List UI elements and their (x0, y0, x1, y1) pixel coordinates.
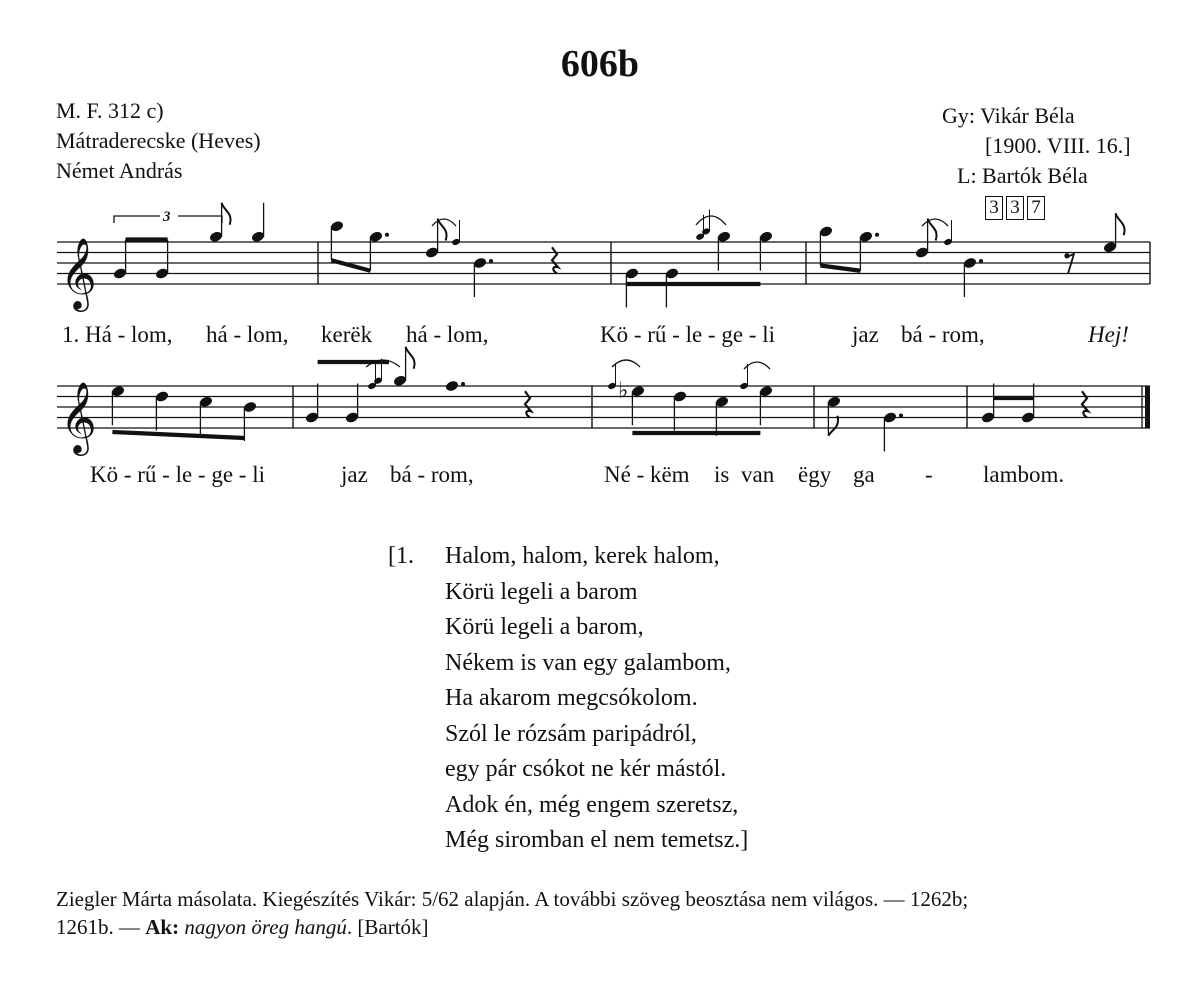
stanza-line: Még siromban el nem temetsz.] (445, 827, 749, 853)
slur (922, 219, 948, 226)
beam (331, 260, 370, 271)
source-location: Mátraderecske (Heves) (56, 128, 261, 153)
source-archive-ref: M. F. 312 c) (56, 98, 164, 123)
beam (112, 432, 244, 438)
dot (979, 259, 983, 263)
stanza-text (445, 539, 748, 859)
lyric-syllable: 1. Há - lom, (62, 322, 173, 347)
stanza-line: Halom, halom, kerek halom, (445, 543, 720, 569)
lyric-syllable: van (741, 462, 775, 487)
lyric-syllable: Hej! (1088, 322, 1129, 347)
dot (385, 233, 389, 237)
stanza-line: Körü legeli a barom (445, 578, 638, 605)
lyric-syllable: jaz (852, 322, 879, 347)
footnote-italic-note: nagyon öreg hangú (184, 915, 347, 939)
stanza-number: [1. (388, 543, 414, 569)
footnote-ak-label: Ak: (145, 915, 180, 939)
flag (928, 219, 937, 241)
lyric-syllable: kerëk (321, 322, 373, 347)
slur (696, 216, 726, 225)
lyric-syllable: Né - këm (604, 462, 690, 487)
lyric-syllable: bá - rom, (901, 322, 985, 347)
lyric-syllable: há - lom, (206, 322, 289, 347)
flat-icon: ♭ (618, 378, 629, 404)
stanza-line: Ha akarom megcsókolom. (445, 685, 698, 711)
dot (489, 259, 493, 263)
collection-date: [1900. VIII. 16.] (985, 133, 1131, 158)
quarter-rest-icon (1082, 391, 1088, 417)
lyric-syllable: ëgy (798, 462, 832, 487)
transcriber-name: L: Bartók Béla (957, 163, 1088, 188)
class-box-2: 3 (1006, 196, 1024, 220)
treble-clef-icon: 𝄞 (60, 236, 97, 309)
stanza-line: Nékem is van egy galambom, (445, 649, 731, 676)
stanza-line: Körü legeli a barom, (445, 614, 644, 640)
class-box-3: 7 (1027, 196, 1045, 220)
eighth-rest-dot (1064, 253, 1069, 258)
triplet-number: 3 (163, 209, 171, 225)
beam (820, 266, 860, 271)
lyric-syllable: ga (853, 462, 875, 487)
flag (1116, 213, 1125, 235)
footnote-line-2: 1261b. — Ak: nagyon öreg hangú. [Bartók] (56, 915, 429, 939)
lyric-syllable: Kö - rű - le - ge - li (90, 462, 265, 487)
footnote-line-1: Ziegler Márta másolata. Kiegészítés Vikár: 5/62 alapján. A további szöveg beosztása nem világos. — 1262b; (56, 887, 969, 911)
lyric-syllable: Kö - rű - le - ge - li (600, 322, 775, 347)
lyric-syllable: bá - rom, (390, 462, 474, 487)
stanza-line: Szól le rózsám paripádról, (445, 720, 697, 747)
class-box-1: 3 (985, 196, 1003, 220)
stanza-line: Adok én, még engem szeretsz, (445, 791, 739, 818)
collector-name: Gy: Vikár Béla (942, 103, 1075, 128)
quarter-rest-icon (525, 391, 531, 417)
flag (222, 203, 231, 225)
lyric-syllable: - (925, 462, 933, 487)
lyric-syllable: jaz (341, 462, 368, 487)
flag (828, 416, 838, 436)
notehead (445, 380, 460, 393)
flag (406, 347, 415, 369)
slur (432, 219, 456, 226)
treble-clef-icon: 𝄞 (60, 380, 97, 453)
slur (612, 360, 640, 367)
source-singer: Német András (56, 158, 183, 183)
footnote (56, 885, 968, 941)
dot (461, 382, 465, 386)
stanza-line: egy pár csókot ne kér mástól. (445, 756, 727, 782)
final-barline-thick (1145, 386, 1150, 428)
lyric-syllable: lambom. (983, 462, 1065, 487)
dot (899, 414, 903, 418)
page-title: 606b (560, 43, 640, 85)
lyric-syllable: há - lom, (406, 322, 489, 347)
dot (875, 233, 879, 237)
flag (438, 219, 447, 241)
lyric-syllable: is (714, 462, 730, 487)
quarter-rest-icon (552, 247, 558, 273)
